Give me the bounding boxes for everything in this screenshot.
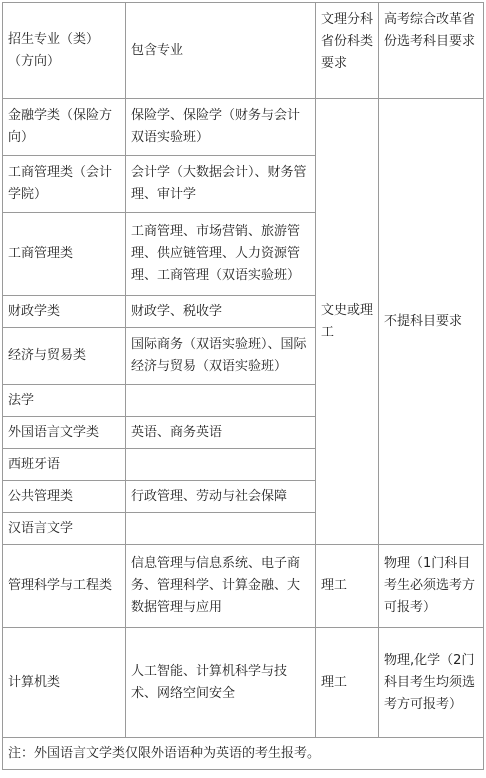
row-majors: 国际商务（双语实验班）、国际经济与贸易（双语实验班） bbox=[126, 328, 316, 385]
merged-reform-requirement: 不提科目要求 bbox=[379, 99, 484, 545]
row-reform-requirement: 物理（1门科目考生必须选考方可报考） bbox=[379, 545, 484, 628]
row-category: 公共管理类 bbox=[3, 481, 126, 513]
row-category: 工商管理类（会计学院） bbox=[3, 156, 126, 213]
note-row bbox=[3, 738, 484, 770]
row-majors bbox=[126, 385, 316, 417]
row-reform-requirement: 物理,化学（2门科目考生均须选考方可报考） bbox=[379, 628, 484, 738]
row-arts-science-requirement: 理工 bbox=[316, 545, 379, 628]
row-category: 计算机类 bbox=[3, 628, 126, 738]
row-majors: 会计学（大数据会计）、财务管理、审计学 bbox=[126, 156, 316, 213]
row-arts-science-requirement: 理工 bbox=[316, 628, 379, 738]
row-category: 财政学类 bbox=[3, 296, 126, 328]
row-category: 管理科学与工程类 bbox=[3, 545, 126, 628]
row-majors: 工商管理、市场营销、旅游管理、供应链管理、人力资源管理、工商管理（双语实验班） bbox=[126, 213, 316, 296]
row-category: 西班牙语 bbox=[3, 449, 126, 481]
table-row bbox=[3, 99, 484, 156]
header-major-category: 招生专业（类） （方向） bbox=[3, 3, 126, 99]
row-majors: 信息管理与信息系统、电子商务、管理科学、计算金融、大数据管理与应用 bbox=[126, 545, 316, 628]
row-majors: 行政管理、劳动与社会保障 bbox=[126, 481, 316, 513]
row-majors: 英语、商务英语 bbox=[126, 417, 316, 449]
table-row bbox=[3, 628, 484, 738]
row-category: 工商管理类 bbox=[3, 213, 126, 296]
header-included-majors: 包含专业 bbox=[126, 3, 316, 99]
table-note: 注：外国语言文学类仅限外语语种为英语的考生报考。 bbox=[3, 738, 484, 770]
row-category: 汉语言文学 bbox=[3, 513, 126, 545]
row-category: 法学 bbox=[3, 385, 126, 417]
row-majors bbox=[126, 513, 316, 545]
header-row bbox=[3, 3, 484, 99]
header-arts-science-requirement: 文理分科省份科类要求 bbox=[316, 3, 379, 99]
row-majors: 财政学、税收学 bbox=[126, 296, 316, 328]
row-majors: 保险学、保险学（财务与会计双语实验班） bbox=[126, 99, 316, 156]
row-category: 外国语言文学类 bbox=[3, 417, 126, 449]
row-majors: 人工智能、计算机科学与技术、网络空间安全 bbox=[126, 628, 316, 738]
table-row bbox=[3, 545, 484, 628]
header-reform-subject-requirement: 高考综合改革省份选考科目要求 bbox=[379, 3, 484, 99]
merged-arts-science-requirement: 文史或理工 bbox=[316, 99, 379, 545]
admission-table bbox=[2, 2, 484, 770]
row-category: 经济与贸易类 bbox=[3, 328, 126, 385]
row-category: 金融学类（保险方向） bbox=[3, 99, 126, 156]
row-majors bbox=[126, 449, 316, 481]
